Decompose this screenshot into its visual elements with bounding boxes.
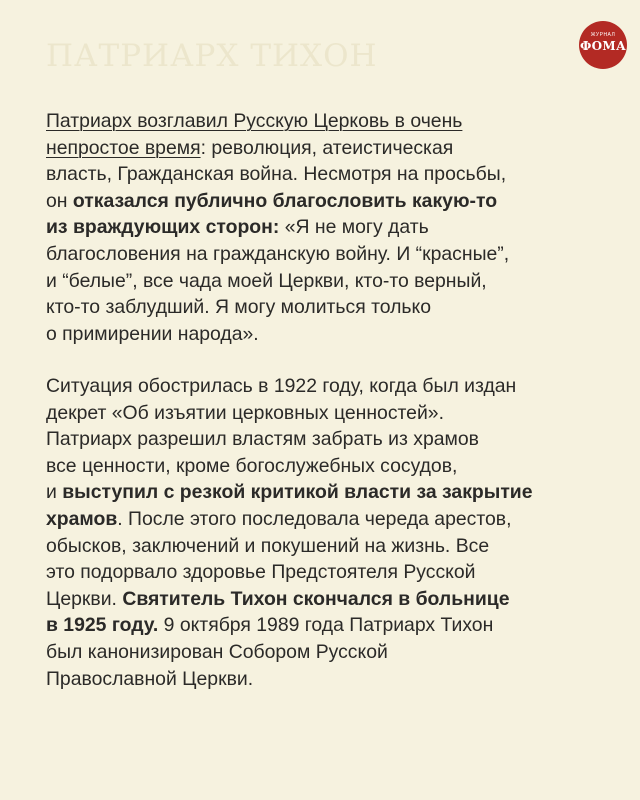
para2-line-10 <box>46 612 606 639</box>
para2-line-5-pre: и <box>46 481 63 504</box>
para2-bold-phrase-2: храмов <box>46 507 118 530</box>
para1-line-2 <box>46 135 606 162</box>
para2-line-12: Православной Церкви. <box>46 667 254 690</box>
paragraph-2 <box>46 373 606 692</box>
foma-logo-badge <box>579 21 627 69</box>
para2-line-3: Патриарх разрешил властям забрать из храмов <box>46 428 479 451</box>
para2-line-1: Ситуация обострилась в 1922 году, когда был издан <box>46 375 517 397</box>
para1-underlined-phrase: непростое время <box>46 136 201 159</box>
para2-line-8: это подорвало здоровье Предстоятеля Русской <box>46 561 476 584</box>
para2-line-11: был канонизирован Собором Русской <box>46 640 388 663</box>
para1-line-3: власть, Гражданская война. Несмотря на просьбы, <box>46 163 507 186</box>
para2-line-4: все ценности, кроме богослужебных сосудов, <box>46 454 458 477</box>
para2-bold-phrase-4: в 1925 году. <box>46 614 159 637</box>
para2-line-7: обысков, заключений и покушений на жизнь. Все <box>46 534 490 557</box>
para1-line-4-pre: он <box>46 189 73 212</box>
paragraph-1 <box>46 108 606 347</box>
para1-line-1: Патриарх возглавил Русскую Церковь в очень <box>46 110 463 132</box>
para2-line-5 <box>46 479 606 506</box>
para1-line-4 <box>46 188 606 215</box>
para1-line-8: кто-то заблудший. Я могу молиться только <box>46 296 432 319</box>
para2-line-6-rest: . После этого последовала череда арестов, <box>117 507 512 530</box>
para1-line-7: и “белые”, все чада моей Церкви, кто-то верный, <box>46 269 487 292</box>
para1-line-2-rest: : революция, атеистическая <box>200 136 454 159</box>
para2-line-9-pre: Церкви. <box>46 587 123 610</box>
para1-line-9: о примирении народа». <box>46 322 259 345</box>
para2-line-2: декрет «Об изъятии церковных ценностей». <box>46 401 444 424</box>
logo-small-text: ЖУРНАЛ <box>590 32 616 38</box>
para1-bold-phrase-1: отказался публично благословить какую-то <box>72 189 498 212</box>
page-title: ПАТРИАРХ ТИХОН <box>46 38 378 74</box>
para1-line-5 <box>46 214 606 241</box>
para2-line-6 <box>46 506 606 533</box>
para2-line-9 <box>46 586 606 613</box>
para1-line-6: благословения на гражданскую войну. И “красные”, <box>46 242 510 265</box>
para1-bold-phrase-2: из враждующих сторон: <box>46 216 280 239</box>
para2-line-10-rest: 9 октября 1989 года Патриарх Тихон <box>158 614 494 637</box>
logo-big-text: ФОМА <box>579 39 627 53</box>
para2-bold-phrase-3: Святитель Тихон скончался в больнице <box>122 587 510 610</box>
para1-line-5-rest: «Я не могу дать <box>279 216 429 239</box>
para2-bold-phrase-1: выступил с резкой критикой власти за закрытие <box>62 481 533 504</box>
